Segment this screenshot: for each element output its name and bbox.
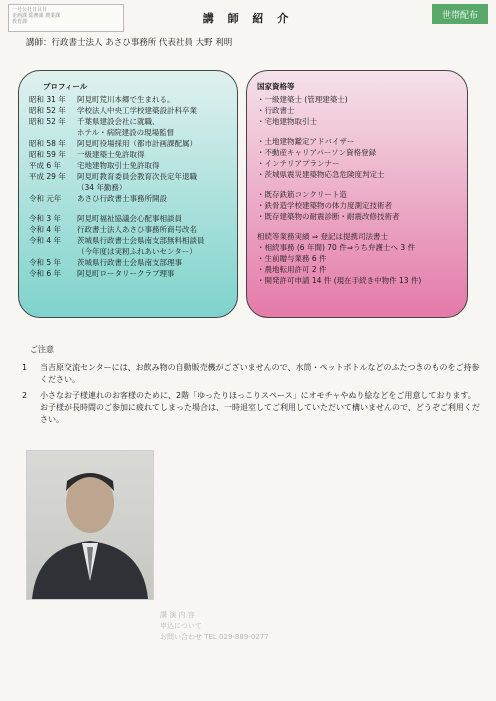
profile-entry (29, 213, 227, 224)
note-number: 2 (22, 391, 28, 400)
qualifications-title: 国家資格等 (257, 82, 295, 91)
lecturer-line: 講師：行政書士法人 あさひ事務所 代表社員 大野 利明 (26, 38, 233, 48)
qualification-item: ・農地転用許可 2 件 (257, 265, 327, 274)
notes-section (18, 344, 480, 430)
profile-text: ホテル・病院建設の現場監督 (77, 128, 175, 137)
profile-entry (29, 105, 227, 116)
profile-entry (29, 235, 227, 246)
profile-text: 阿見町ロータリークラブ理事 (77, 269, 175, 278)
note-text: 当吉原交流センターには、お飲み物の自動販売機がございませんので、水筒・ペットボトルなどのふたつきのものをご持参ください。 (40, 363, 480, 384)
profile-entry (29, 138, 227, 149)
qualification-item: ・生前贈与業務 6 件 (257, 254, 327, 263)
profile-entry (29, 193, 227, 204)
profile-text: 宅地建物取引士免許取得 (77, 161, 160, 170)
profile-text: 茨城県行政書士会県南支部理事 (77, 258, 182, 267)
profile-text: あさひ行政書士事務所開設 (77, 194, 167, 203)
profile-year: 昭和 59 年 (29, 150, 66, 159)
note-number: 1 (22, 363, 28, 372)
profile-entry (29, 149, 227, 160)
note-item (18, 390, 480, 426)
profile-entry (29, 268, 227, 279)
qualification-item: ・一級建築士 (管理建築士) (257, 95, 348, 104)
profile-year: 令和 5 年 (29, 258, 62, 267)
stamp-line: 一号公社日目目 (12, 7, 48, 13)
qualification-item: ・宅地建物取引士 (257, 117, 317, 126)
note-item (18, 362, 480, 386)
spacer (257, 180, 457, 189)
bleedthrough-text (160, 610, 480, 643)
qualification-item: ・既存鉄筋コンクリート造 (257, 190, 347, 199)
profile-text: 行政書士法人あさひ事務所商号改名 (77, 225, 197, 234)
qualification-item: ・既存建築物の耐震診断・耐震改修技術者 (257, 212, 400, 221)
profile-text: 阿見町教育委員会教育次長定年退職 (77, 172, 197, 181)
profile-year: 昭和 52 年 (29, 117, 66, 126)
spacer (29, 204, 227, 213)
profile-year: 令和 6 年 (29, 269, 62, 278)
qualification-item: ・開発許可申請 14 件 (現在手続き中物件 13 件) (257, 276, 422, 285)
note-text: 小さなお子様連れのお客様のために、2階「ゆったりほっこりスペース」にオモチャやぬり絵などをご用意しております。お子様が長時間のご参加に疲れてしまった場合は、一時退室してご利用していただいて構いませんので、どうぞご利用ください。 (40, 391, 480, 424)
profile-text: 茨城県行政書士会県南支部無料相談員 (77, 236, 205, 245)
qualification-item: ・茨城県震災建築物応急危険度判定士 (257, 170, 385, 179)
profile-entry (29, 116, 227, 127)
profile-entry (29, 127, 227, 138)
profile-text: 千葉県建設会社に就職、 (77, 117, 160, 126)
profile-title: プロフィール (43, 82, 88, 91)
profile-entry (29, 246, 227, 257)
ghost-line: 講 演 内 容 (160, 611, 195, 619)
profile-entry (29, 224, 227, 235)
profile-year: 昭和 58 年 (29, 139, 66, 148)
profile-year (29, 127, 77, 138)
profile-text: （今年度は実籾ふれあいセンター） (77, 247, 197, 256)
qualification-item: ・相続事務 (6 年間) 70 件⇒うち弁護士へ 3 件 (257, 243, 416, 252)
profile-text: 学校法人中央工学校建築設計科卒業 (77, 106, 197, 115)
profile-year: 令和 元年 (29, 194, 62, 203)
profile-box (18, 70, 238, 318)
profile-entry (29, 94, 227, 105)
ghost-line: お問い合わせ TEL 029-889-0277 (160, 633, 269, 641)
profile-entry (29, 257, 227, 268)
ghost-line: 申込について (160, 622, 202, 630)
profile-entry (29, 160, 227, 171)
stamp-line: 教育課 (12, 19, 28, 25)
profile-year: 平成 29 年 (29, 172, 66, 181)
profile-year: 令和 4 年 (29, 225, 62, 234)
profile-text: 阿見町役場採用（都市計画課配属） (77, 139, 197, 148)
page-title: 講 師 紹 介 (202, 12, 294, 25)
profile-entry (29, 182, 227, 193)
qualification-item: ・土地建物鑑定アドバイザー (257, 137, 355, 146)
lecturer-photo (26, 450, 154, 600)
profile-text: 阿見町荒川本郷で生まれる。 (77, 95, 175, 104)
profile-year: 平成 6 年 (29, 161, 62, 170)
profile-entry (29, 171, 227, 182)
qualifications-box (246, 70, 468, 318)
qualification-item: 相続等業務実績 ⇒ 登記は提携司法書士 (257, 232, 389, 241)
profile-year (29, 182, 77, 193)
profile-text: （34 年勤務） (77, 183, 127, 192)
notes-title: ご注意 (30, 345, 54, 354)
qualification-item: ・インテリアプランナー (257, 159, 340, 168)
distribution-tag: 世帯配布 (432, 4, 488, 24)
profile-text: 阿見町福祉協議会心配事相談員 (77, 214, 182, 223)
qualification-item: ・不動産キャリアパーソン資格登録 (257, 148, 377, 157)
profile-year: 昭和 31 年 (29, 95, 66, 104)
spacer (257, 222, 457, 231)
profile-year: 昭和 52 年 (29, 106, 66, 115)
stamp-line: 企画課 総務課 農業課 (12, 13, 61, 19)
qualification-item: ・鉄骨造学校建築物の体力度測定技術者 (257, 201, 392, 210)
profile-text: 一級建築士免許取得 (77, 150, 145, 159)
profile-year (29, 246, 77, 257)
profile-year: 令和 3 年 (29, 214, 62, 223)
profile-year: 令和 4 年 (29, 236, 62, 245)
spacer (257, 127, 457, 136)
qualification-item: ・行政書士 (257, 106, 295, 115)
